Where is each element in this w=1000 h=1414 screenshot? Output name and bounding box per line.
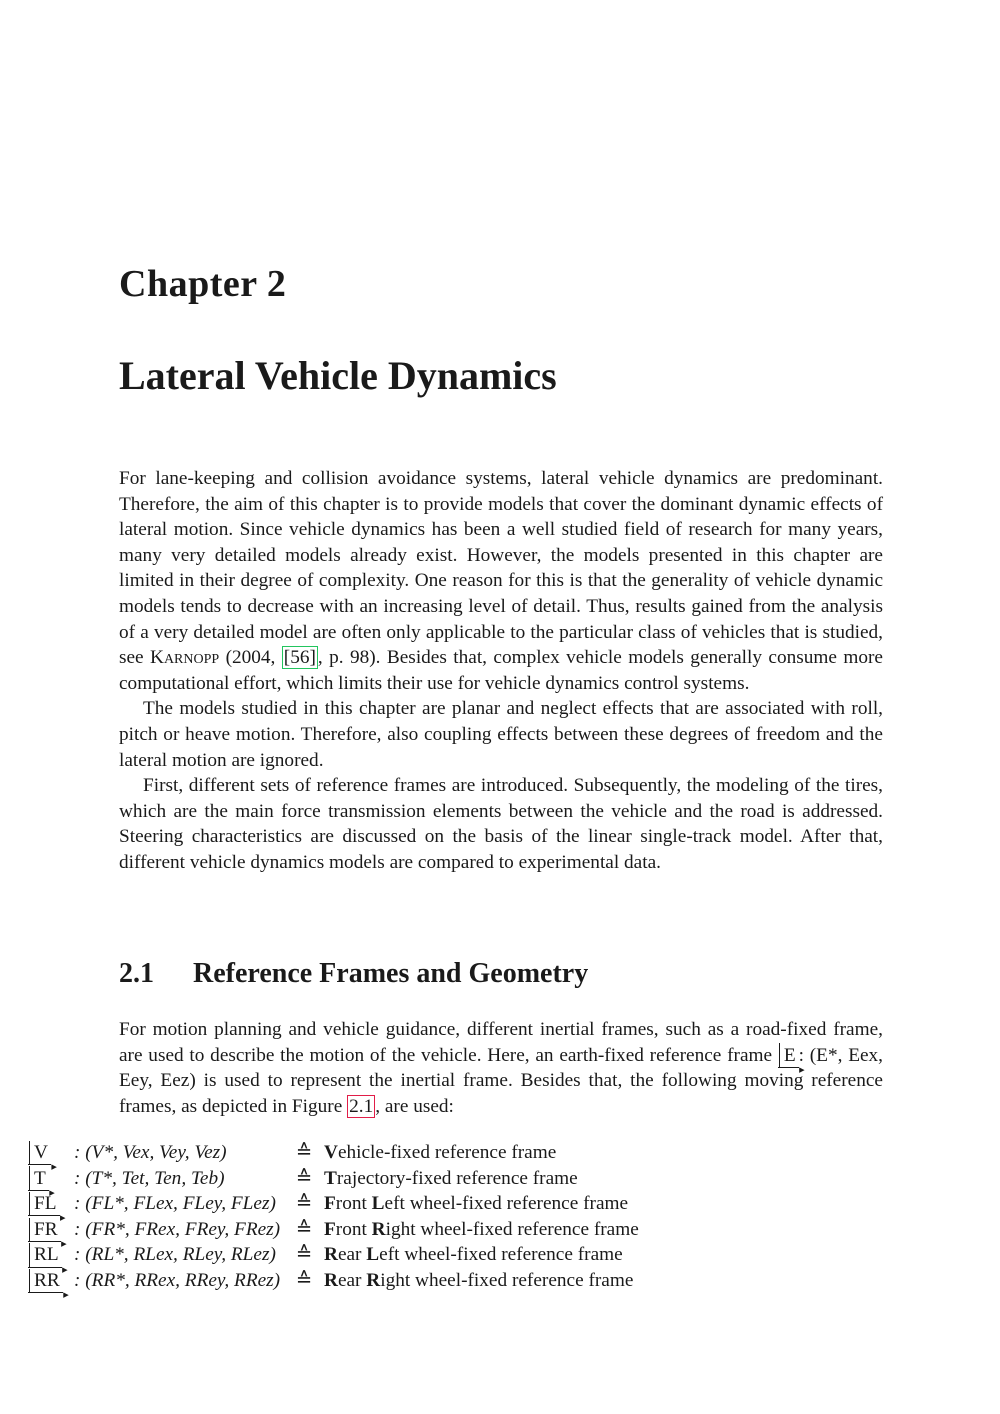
figure-link[interactable]: 2.1 bbox=[349, 1095, 374, 1117]
frame-row-t bbox=[28, 1166, 639, 1192]
intro-paragraph-3: First, different sets of reference frames are introduced. Subsequently, the modeling of the tires, which are the main force transmission elements between the vehicle and the road is addressed. Steering characteristics are discussed on the basis of the linear single-track model. After that, different vehicle dynamics models are compared to experimental data. bbox=[119, 775, 883, 873]
corresponds-symbol: ≙ bbox=[295, 1218, 313, 1240]
frame-symbol: V ▸ bbox=[28, 1143, 51, 1165]
frame-tuple: : (T*, Tet, Ten, Teb) bbox=[74, 1167, 225, 1189]
cited-author: Karnopp bbox=[150, 647, 220, 669]
frame-row-fl bbox=[28, 1191, 639, 1217]
frame-symbol: RL ▸ bbox=[28, 1245, 62, 1267]
frame-description: Vehicle-fixed reference frame bbox=[324, 1142, 557, 1163]
intro-paragraph-1: For lane-keeping and collision avoidance systems, lateral vehicle dynamics are predominant. Therefore, the aim of this chapter is to provide models that cover the dominant dynamic effects of lateral motion. Since vehicle dynamics has been a well studied field of research for many years, many very detailed models already exist. However, the models presented in this chapter are limited in their degree of complexity. One reason for this is that the generality of vehicle dynamic models tends to decrease with an increasing level of detail. Thus, results gained from the analysis of a very detailed model are often only applicable to the particular class of vehicles that is studied, see Karnopp (2004, [56] , p. 98). Besides that, complex vehicle models generally consume more computational effort, which limits their use for vehicle dynamics control systems. bbox=[119, 468, 883, 694]
section-heading bbox=[119, 958, 588, 990]
section-title: Reference Frames and Geometry bbox=[193, 958, 589, 989]
section-number: 2.1 bbox=[119, 958, 154, 989]
frame-description: Front Left wheel-fixed reference frame bbox=[324, 1193, 629, 1215]
frame-row-fr bbox=[28, 1217, 639, 1243]
frame-tuple: : (V*, Vex, Vey, Vez) bbox=[74, 1142, 227, 1163]
chapter-label: Chapter 2 bbox=[119, 263, 287, 305]
section-text bbox=[119, 1017, 883, 1119]
frame-row-rr bbox=[28, 1268, 639, 1294]
frame-row-v bbox=[28, 1140, 639, 1166]
citation-link[interactable]: [56] bbox=[283, 647, 316, 669]
intro-text bbox=[119, 466, 883, 876]
corresponds-symbol: ≙ bbox=[295, 1244, 313, 1266]
frame-symbol: T ▸ bbox=[28, 1169, 49, 1191]
intro-paragraph-2: The models studied in this chapter are planar and neglect effects that are associated with roll, pitch or heave motion. Therefore, also coupling effects between these degrees of freedom and the lateral motion are ignored. bbox=[119, 698, 883, 771]
frame-description: Front Right wheel-fixed reference frame bbox=[324, 1218, 639, 1240]
corresponds-symbol: ≙ bbox=[295, 1269, 313, 1291]
frame-symbol: E ▸ bbox=[778, 1046, 799, 1068]
frame-tuple: : (RR*, RRex, RRey, RRez) bbox=[74, 1269, 281, 1291]
frame-symbol: RR ▸ bbox=[28, 1271, 63, 1293]
frame-tuple: : (RL*, RLex, RLey, RLez) bbox=[74, 1244, 276, 1266]
frame-list bbox=[28, 1140, 639, 1294]
frame-description: Rear Right wheel-fixed reference frame bbox=[324, 1269, 634, 1291]
frame-description: Rear Left wheel-fixed reference frame bbox=[324, 1244, 623, 1266]
frame-row-rl bbox=[28, 1242, 639, 1268]
section-paragraph-1: For motion planning and vehicle guidance, different inertial frames, such as a road-fixed frame, are used to describe the motion of the vehicle. Here, an earth-fixed reference frame E ▸ : (E*, Eex, Eey, Eez) is used to represent the inertial frame. Besides that, the following moving reference frames, as depicted in Figure 2.1 , are used: bbox=[119, 1017, 883, 1119]
frame-tuple: : (E*, Eex, Eey, Eez) bbox=[119, 1044, 883, 1092]
corresponds-symbol: ≙ bbox=[295, 1193, 313, 1215]
frame-symbol: FR ▸ bbox=[28, 1220, 61, 1242]
corresponds-symbol: ≙ bbox=[295, 1142, 313, 1163]
corresponds-symbol: ≙ bbox=[295, 1167, 313, 1189]
chapter-title: Lateral Vehicle Dynamics bbox=[119, 353, 557, 398]
frame-symbol: FL ▸ bbox=[28, 1194, 60, 1216]
frame-tuple: : (FL*, FLex, FLey, FLez) bbox=[74, 1193, 276, 1215]
frame-tuple: : (FR*, FRex, FRey, FRez) bbox=[74, 1218, 281, 1240]
frame-description: Trajectory-fixed reference frame bbox=[324, 1167, 578, 1189]
